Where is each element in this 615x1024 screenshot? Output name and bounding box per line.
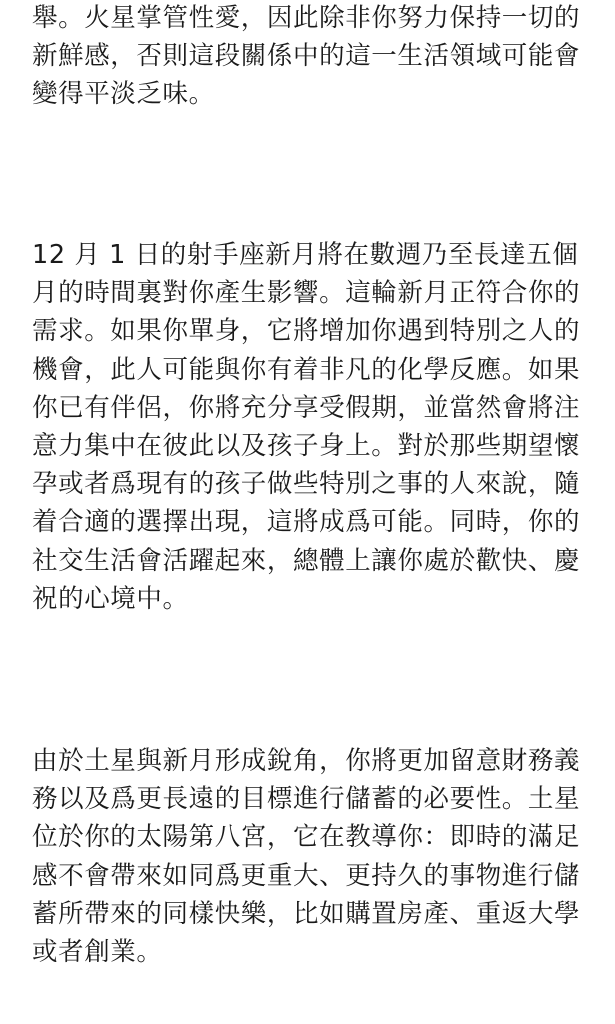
paragraph-1 [32,0,580,114]
paragraph-2 [32,236,580,618]
text-line: 社交生活會活躍起來，總體上讓你處於歡快、慶 [32,545,581,576]
text-line: 舉。火星掌管性愛，因此除非你努力保持一切的 [32,3,581,33]
text-line: 着合適的選擇出現，這將成爲可能。同時，你的 [32,507,581,538]
text-line: 12 月 1 日的射手座新月將在數週乃至長達五個 [32,240,579,270]
text-line: 變得平淡乏味。 [32,79,215,110]
text-line: 機會，此人可能與你有着非凡的化學反應。如果 [32,354,581,385]
paragraph-3 [32,742,580,971]
text-line: 意力集中在彼此以及孩子身上。對於那些期望懷 [32,430,581,461]
text-line: 祝的心境中。 [32,583,189,614]
text-line: 感不會帶來如同爲更重大、更持久的事物進行儲 [32,860,581,891]
text-line: 月的時間裏對你產生影響。這輪新月正符合你的 [32,278,581,309]
text-line: 或者創業。 [32,936,163,967]
text-line: 新鮮感，否則這段關係中的這一生活領域可能會 [32,41,581,72]
text-line: 你已有伴侶，你將充分享受假期，並當然會將注 [32,392,581,423]
text-line: 由於土星與新月形成銳角，你將更加留意財務義 [32,746,581,776]
text-line: 蓄所帶來的同樣快樂，比如購置房產、重返大學 [32,898,581,929]
text-line: 務以及爲更長遠的目標進行儲蓄的必要性。土星 [32,784,581,815]
text-line: 位於你的太陽第八宮，它在教導你：即時的滿足 [32,822,581,853]
text-line: 孕或者爲現有的孩子做些特別之事的人來說，隨 [32,469,581,500]
text-line: 需求。如果你單身，它將增加你遇到特別之人的 [32,316,581,347]
